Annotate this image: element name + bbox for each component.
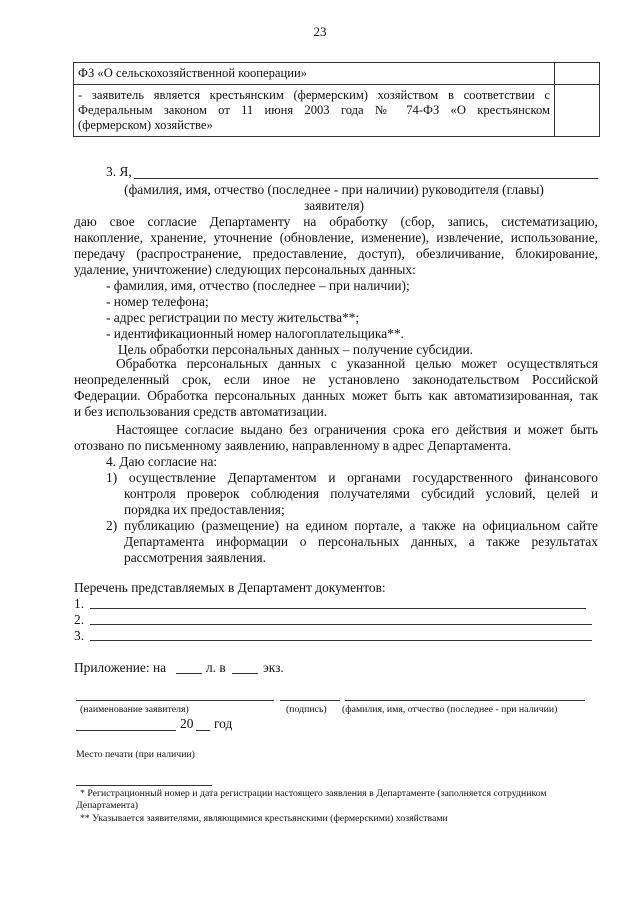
processing-text: неопределенный срок, если иное не установлено законодательством Российской [74,372,598,387]
attachment-mid: л. в [206,660,226,675]
validity-text: отозвано по письменному заявлению, направленному в адрес Департамента. [74,438,512,453]
table-cell-text: - заявитель является крестьянским (фермерским) хозяйством в соответствии с [78,88,550,102]
consent-text: передачу (распространение, предоставление, доступ), обезличивание, блокирование, [74,246,598,261]
processing-text: и без использования средств автоматизации. [74,404,328,419]
list-item: - номер телефона; [106,294,209,309]
consent-item: рассмотрения заявления. [124,550,267,565]
year-suffix: год [214,716,233,731]
footnote-1: * Регистрационный номер и дата регистрации настоящего заявления в Департаменте (заполняется сотрудником [80,788,547,799]
list-item: - адрес регистрации по месту жительства**; [106,310,360,325]
consent-item: 1) осуществление Департаментом и органами государственного финансового [106,470,598,485]
name-caption: (наименование заявителя) [80,704,189,715]
consent-item: 2) публикацию (размещение) на едином портале, а также на официальном сайте [106,518,598,533]
doc-number: 1. [74,596,85,611]
signature-line[interactable] [280,700,340,701]
consent-item: контроля проверок соблюдения получателями субсидий условий, целей и [124,486,598,501]
table-check-cell[interactable] [555,63,600,85]
fio-caption: (фамилия, имя, отчество (последнее - при наличии) [342,704,558,715]
copies-field[interactable] [232,673,258,674]
signature-caption: (подпись) [286,704,327,715]
section-4-heading: 4. Даю согласие на: [106,454,218,469]
fio-line[interactable] [345,700,585,701]
validity-text: Настоящее согласие выдано без ограничения срока его действия и может быть [116,422,598,437]
consent-lead: 3. Я, [106,164,132,179]
list-item: - фамилия, имя, отчество (последнее – при наличии); [106,278,410,293]
table-cell [74,63,555,85]
date-line[interactable] [76,730,176,731]
applicant-name-field[interactable] [134,178,598,179]
footnote-separator [76,785,212,786]
consent-text: даю свое согласие Департаменту на обработку (сбор, запись, систематизацию, [74,214,598,229]
pages-field[interactable] [176,673,202,674]
year-field[interactable] [196,730,210,731]
consent-text: удаление, уничтожение) следующих персональных данных: [74,262,416,277]
attachment-prefix: Приложение: на [74,660,167,675]
consent-text: накопление, хранение, уточнение (обновление, изменение), извлечение, использование, [74,230,598,245]
documents-title: Перечень представляемых в Департамент документов: [74,580,386,595]
document-field-2[interactable] [90,624,592,625]
document-field-1[interactable] [90,608,586,609]
table-cell [74,85,555,137]
table-check-cell[interactable] [555,85,600,137]
processing-text: Обработка персональных данных с указанной целью может осуществляться [116,356,598,371]
table-row [74,63,600,85]
year-prefix: 20 [180,716,194,731]
applicant-name-line[interactable] [76,700,274,701]
list-item: - идентификационный номер налогоплательщика**. [106,326,404,341]
footnote-1-cont: Департамента) [76,800,139,811]
attachment-suffix: экз. [263,660,284,675]
table-cell-text: ФЗ «О сельскохозяйственной кооперации» [78,66,308,80]
table-cell-text: (фермерском) хозяйстве» [78,118,213,132]
consent-item: порядка их предоставления; [124,502,285,517]
seal-note: Место печати (при наличии) [76,749,195,760]
processing-text: Федерации. Обработка персональных данных может быть как автоматизированная, так [74,388,598,403]
name-caption: (фамилия, имя, отчество (последнее - при наличии) руководителя (главы) [124,182,544,197]
table-cell-text: Федеральным законом от 11 июня 2003 года № 74-ФЗ «О крестьянском [78,103,550,117]
footnote-2: ** Указывается заявителями, являющимися крестьянскими (фермерскими) хозяйствами [80,813,448,824]
purpose-text: Цель обработки персональных данных – получение субсидии. [118,342,474,357]
doc-number: 3. [74,628,85,643]
consent-item: Департамента информации о персональных данных, а также результатах [124,534,598,549]
doc-number: 2. [74,612,85,627]
page-number: 23 [313,24,327,39]
document-field-3[interactable] [90,640,592,641]
table-row [74,85,600,137]
name-caption: заявителя) [304,198,364,213]
criteria-table [73,62,600,137]
